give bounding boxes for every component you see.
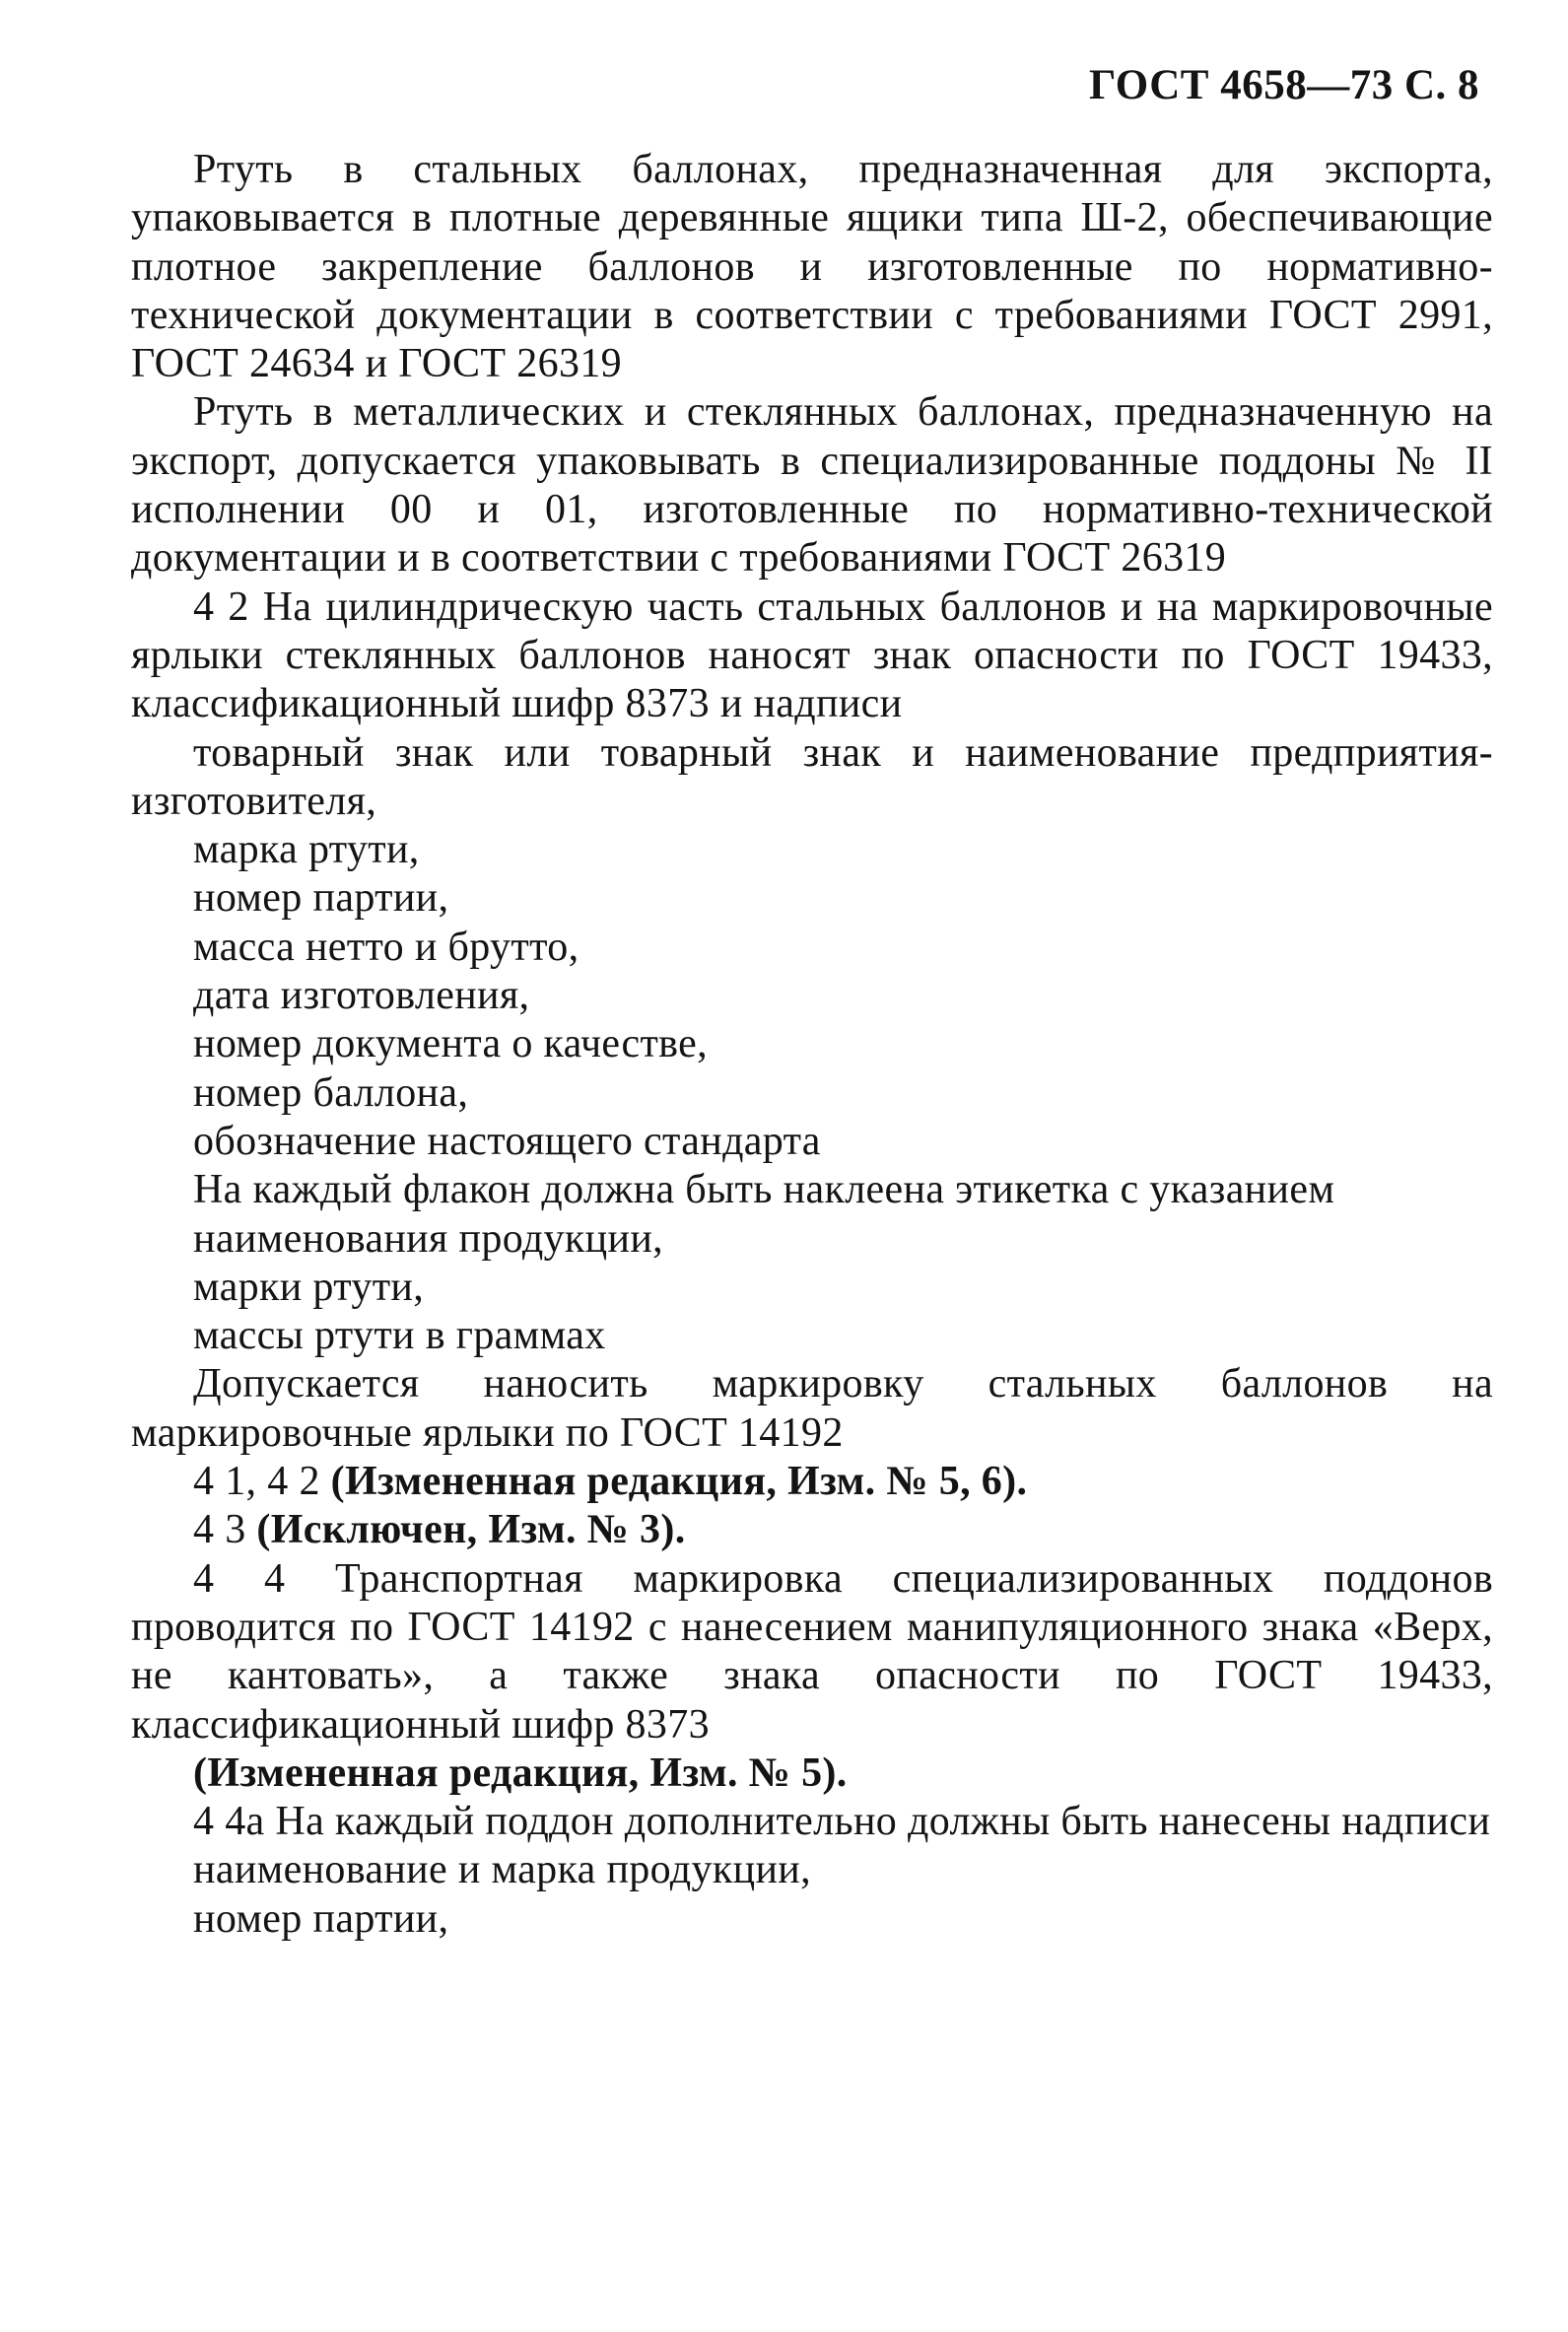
- list-item: номер документа о качестве,: [193, 1021, 708, 1067]
- paragraph-marking-labels: Допускается наносить маркировку стальных баллонов на маркировочные ярлыки по ГОСТ 14192: [131, 1361, 1493, 1456]
- clause-number: 4 3: [193, 1507, 257, 1553]
- paragraph-export-pallets: Ртуть в металлических и стеклянных баллонах, предназначенную на экспорт, допускается упаковывать в специализированные поддоны № II исполнении 00 и 01, изготовленные по нормативно-технической документации и в соответствии с требованиями ГОСТ 26319: [131, 389, 1493, 582]
- paragraph-trademark: товарный знак или товарный знак и наименование предприятия-изготовителя,: [131, 729, 1493, 824]
- list-item: наименование и марка продукции,: [193, 1847, 811, 1893]
- paragraph-export-steel-cylinders: Ртуть в стальных баллонах, предназначенная для экспорта, упаковывается в плотные деревянные ящики типа Ш-2, обеспечивающие плотное закрепление баллонов и изготовленные по нормативно-технической документации в соответствии с требованиями ГОСТ 2991, ГОСТ 24634 и ГОСТ 26319: [131, 147, 1493, 387]
- list-item: дата изготовления,: [193, 973, 530, 1019]
- list-item: номер партии,: [193, 875, 449, 922]
- list-item: обозначение настоящего стандарта: [193, 1118, 821, 1164]
- list-item: наименования продукции,: [193, 1215, 664, 1262]
- list-item: номер партии,: [193, 1895, 449, 1942]
- list-item: номер баллона,: [193, 1069, 469, 1116]
- paragraph-amendment-4-3: [131, 1506, 1493, 1554]
- paragraph-4-2: 4 2 На цилиндрическую часть стальных баллонов и на маркировочные ярлыки стеклянных баллонов наносят знак опасности по ГОСТ 19433, классификационный шифр 8373 и надписи: [131, 583, 1493, 727]
- document-body: [131, 146, 1493, 1944]
- paragraph-4-4a: 4 4а На каждый поддон дополнительно должны быть нанесены надписи: [193, 1799, 1491, 1845]
- list-item: марка ртути,: [193, 827, 420, 873]
- list-item: На каждый флакон должна быть наклеена этикетка с указанием: [193, 1167, 1335, 1213]
- list-item: массы ртути в граммах: [193, 1313, 606, 1359]
- paragraph-4-4: 4 4 Транспортная маркировка специализированных поддонов проводится по ГОСТ 14192 с нанесением манипуляционного знака «Верх, не кантовать», а также знака опасности по ГОСТ 19433, классификационный шифр 8373: [131, 1555, 1493, 1748]
- clause-number: 4 1, 4 2: [193, 1459, 331, 1505]
- list-item: марки ртути,: [193, 1264, 425, 1310]
- running-header: ГОСТ 4658—73 С. 8: [1088, 62, 1479, 108]
- amendment-note: (Измененная редакция, Изм. № 5, 6).: [330, 1459, 1028, 1505]
- list-item: масса нетто и брутто,: [193, 924, 579, 970]
- amendment-note: (Измененная редакция, Изм. № 5).: [193, 1749, 848, 1796]
- paragraph-amendment-4-4: [131, 1749, 1493, 1798]
- amendment-note: (Исключен, Изм. № 3).: [256, 1507, 686, 1553]
- paragraph-amendment-4-1-4-2: [131, 1458, 1493, 1506]
